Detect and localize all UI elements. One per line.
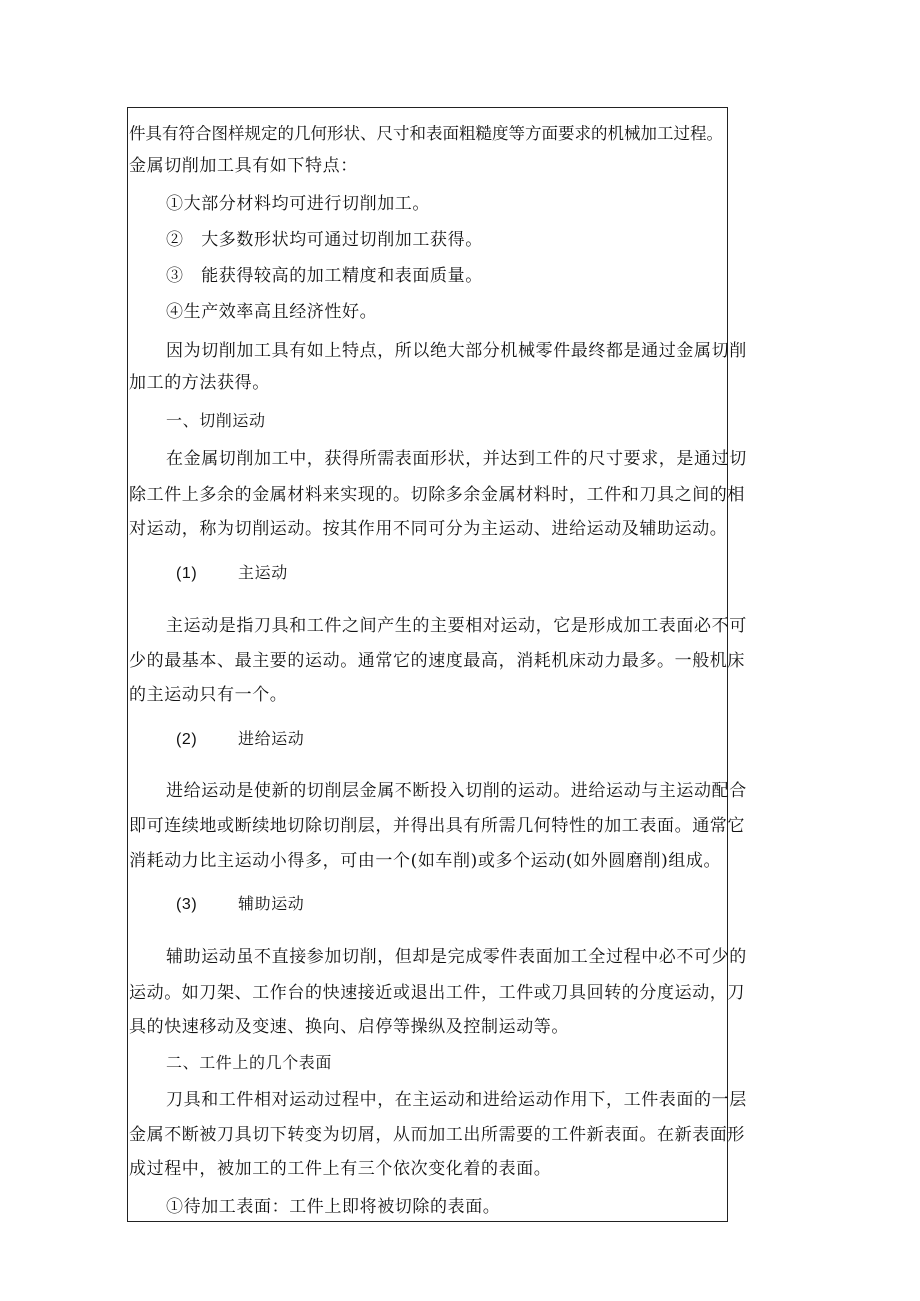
section-heading: 一、切削运动 <box>166 411 266 430</box>
paragraph-line: 金属切削加工具有如下特点： <box>129 156 358 176</box>
paragraph-line: 在金属切削加工中，获得所需表面形状，并达到工件的尺寸要求，是通过切 <box>166 449 747 469</box>
subsection-number: (2) <box>176 731 198 748</box>
subsection-heading <box>176 728 304 751</box>
subsection-heading <box>176 562 288 585</box>
paragraph-line: 金属不断被刀具切下转变为切屑，从而加工出所需要的工件新表面。在新表面形 <box>129 1125 745 1145</box>
subsection-title: 主运动 <box>238 563 288 582</box>
subsection-title: 进给运动 <box>238 729 305 748</box>
feature-item: ② 大多数形状均可通过切削加工获得。 <box>166 230 483 250</box>
paragraph-line: 主运动是指刀具和工件之间产生的主要相对运动，它是形成加工表面必不可 <box>166 616 747 636</box>
paragraph-line: 消耗动力比主运动小得多，可由一个(如车削)或多个运动(如外圆磨削)组成。 <box>129 851 722 871</box>
paragraph-line: 即可连续地或断续地切除切削层，并得出具有所需几何特性的加工表面。通常它 <box>129 816 745 836</box>
paragraph-line: 除工件上多余的金属材料来实现的。切除多余金属材料时，工件和刀具之间的相 <box>129 485 745 505</box>
feature-item: ①大部分材料均可进行切削加工。 <box>166 194 430 214</box>
subsection-number: (3) <box>176 896 198 913</box>
surface-item: ①待加工表面：工件上即将被切除的表面。 <box>166 1197 501 1217</box>
feature-item: ④生产效率高且经济性好。 <box>166 302 378 322</box>
feature-item: ③ 能获得较高的加工精度和表面质量。 <box>166 266 483 286</box>
section-heading: 二、工件上的几个表面 <box>166 1053 333 1072</box>
paragraph-line: 具的快速移动及变速、换向、启停等操纵及控制运动等。 <box>129 1017 569 1037</box>
subsection-title: 辅助运动 <box>238 894 305 913</box>
subsection-heading <box>176 893 304 916</box>
paragraph-line: 因为切削加工具有如上特点，所以绝大部分机械零件最终都是通过金属切削 <box>166 341 747 361</box>
paragraph-line: 运动。如刀架、工作台的快速接近或退出工件，工件或刀具回转的分度运动，刀 <box>129 983 745 1003</box>
paragraph-line: 辅助运动虽不直接参加切削，但却是完成零件表面加工全过程中必不可少的 <box>166 947 747 967</box>
paragraph-line: 对运动，称为切削运动。按其作用不同可分为主运动、进给运动及辅助运动。 <box>129 519 728 539</box>
paragraph-line: 成过程中，被加工的工件上有三个依次变化着的表面。 <box>129 1159 552 1179</box>
paragraph-line: 加工的方法获得。 <box>129 373 270 393</box>
subsection-number: (1) <box>176 565 198 582</box>
paragraph-line: 进给运动是使新的切削层金属不断投入切削的运动。进给运动与主运动配合 <box>166 781 747 801</box>
paragraph-line: 件具有符合图样规定的几何形状、尺寸和表面粗糙度等方面要求的机械加工过程。 <box>129 124 723 143</box>
paragraph-line: 刀具和工件相对运动过程中，在主运动和进给运动作用下，工件表面的一层 <box>166 1090 747 1110</box>
paragraph-line: 的主运动只有一个。 <box>129 685 288 705</box>
paragraph-line: 少的最基本、最主要的运动。通常它的速度最高，消耗机床动力最多。一般机床 <box>129 651 745 671</box>
